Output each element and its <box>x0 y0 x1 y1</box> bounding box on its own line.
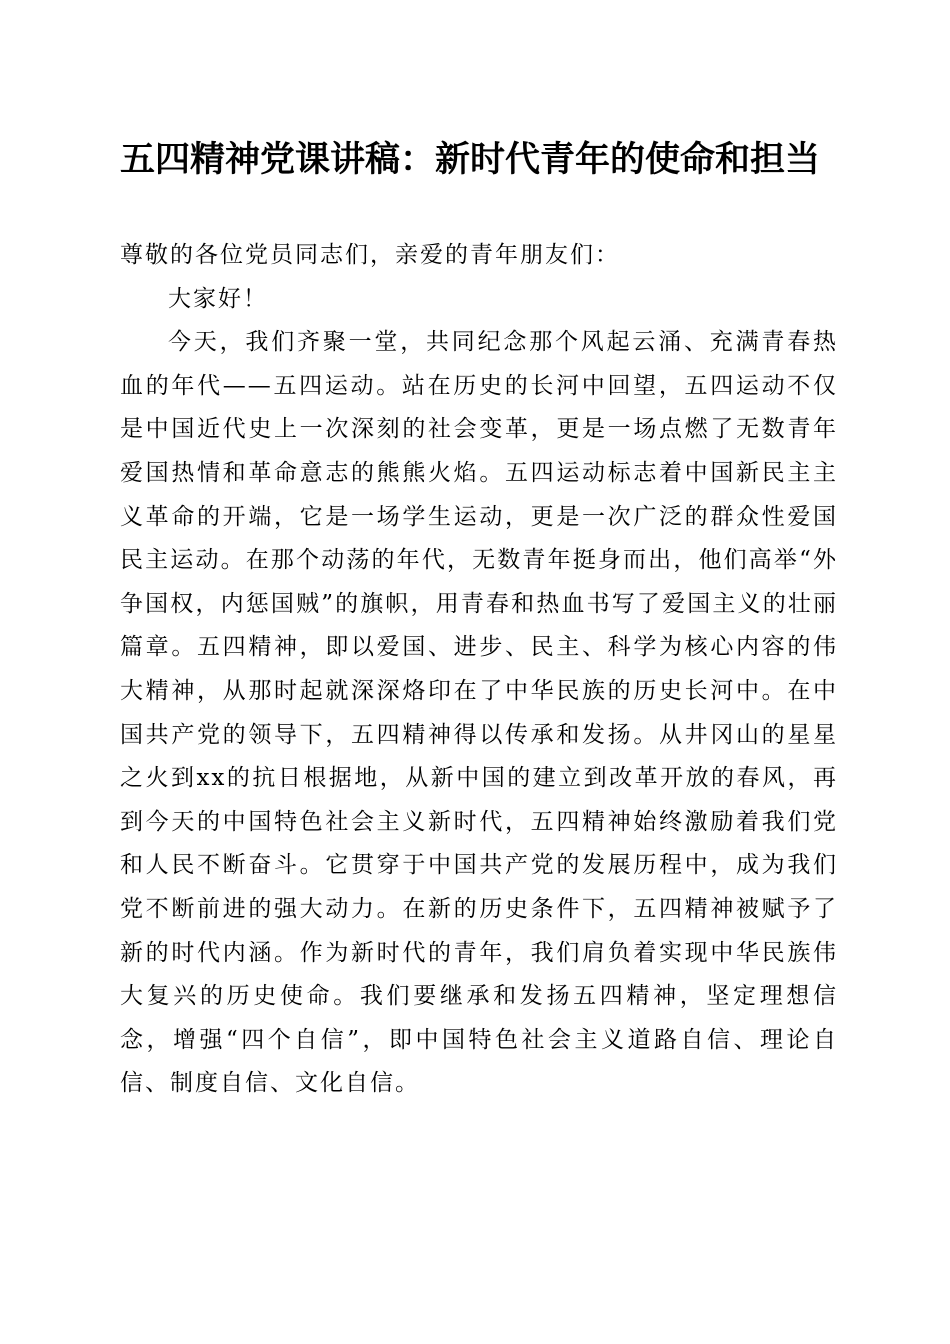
greeting-line: 大家好！ <box>168 285 268 312</box>
salutation-line: 尊敬的各位党员同志们，亲爱的青年朋友们： <box>120 242 620 268</box>
document-title: 五四精神党课讲稿：新时代青年的使命和担当 <box>120 139 821 180</box>
document-body <box>120 234 838 1106</box>
body-paragraph: 今天，我们齐聚一堂，共同纪念那个风起云涌、充满青春热血的年代——五四运动。站在历史的长河中回望，五四运动不仅是中国近代史上一次深刻的社会变革，更是一场点燃了无数青年爱国热情和革命意志的熊熊火焰。五四运动标志着中国新民主主义革命的开端，它是一场学生运动，更是一次广泛的群众性爱国民主运动。在那个动荡的年代，无数青年挺身而出，他们高举“外争国权，内惩国贼”的旗帜，用青春和热血书写了爱国主义的壮丽篇章。五四精神，即以爱国、进步、民主、科学为核心内容的伟大精神，从那时起就深深烙印在了中华民族的历史长河中。在中国共产党的领导下，五四精神得以传承和发扬。从井冈山的星星之火到xx的抗日根据地，从新中国的建立到改革开放的春风，再到今天的中国特色社会主义新时代，五四精神始终激励着我们党和人民不断奋斗。它贯穿于中国共产党的发展历程中，成为我们党不断前进的强大动力。在新的历史条件下，五四精神被赋予了新的时代内涵。作为新时代的青年，我们肩负着实现中华民族伟大复兴的历史使命。我们要继承和发扬五四精神，坚定理想信念，增强“四个自信”，即中国特色社会主义道路自信、理论自信、制度自信、文化自信。 <box>120 329 838 1097</box>
